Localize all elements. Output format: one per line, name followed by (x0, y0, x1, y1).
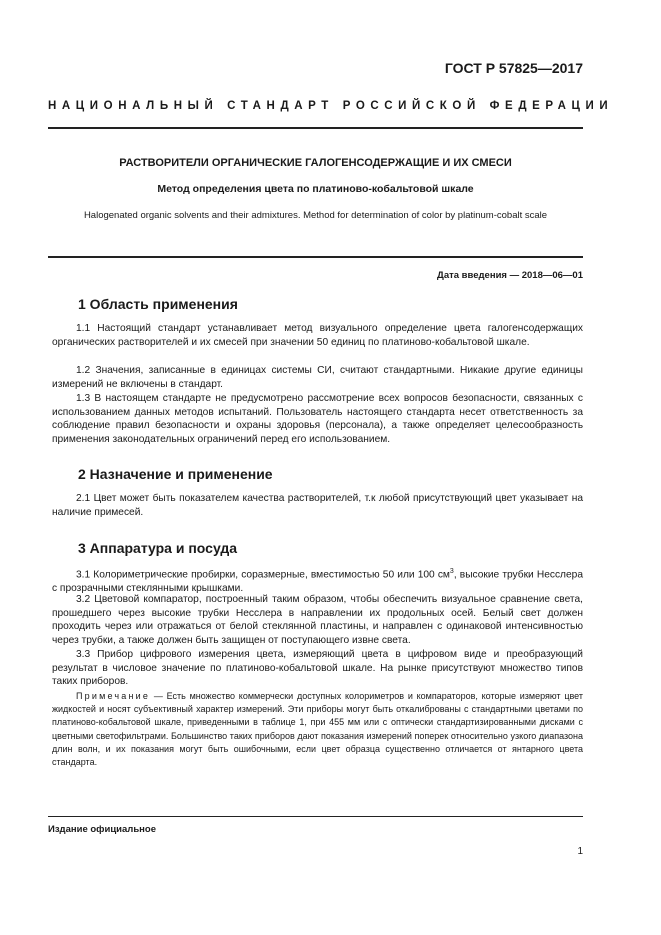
page-number: 1 (577, 846, 583, 857)
gost-number: ГОСТ Р 57825—2017 (444, 60, 583, 76)
section-2-heading: 2 Назначение и применение (78, 466, 273, 482)
paragraph-3-1: 3.1 Колориметрические пробирки, соразмерные, вместимостью 50 или 100 $см^3$, высокие трубки Несслера с прозрачными стеклянными крышками. (52, 568, 583, 594)
document-title: РАСТВОРИТЕЛИ ОРГАНИЧЕСКИЕ ГАЛОГЕНСОДЕРЖАЩИЕ И ИХ СМЕСИ (119, 157, 512, 169)
paragraph-3-3: 3.3 Прибор цифрового измерения цвета, измеряющий цвета в цифровом виде и преобразующий результат в числовое значение по платиново-кобальтовой шкале. На рынке присутствуют множество типов таких приборов. (52, 649, 583, 688)
official-edition: Издание официальное (48, 824, 156, 835)
title-rule (48, 256, 583, 258)
paragraph-1-1: 1.1 Настоящий стандарт устанавливает метод визуального определение цвета галогенсодержащих органических растворителей и их смесей при значении 50 единиц по платиново-кобальтовой шкале. (52, 323, 583, 348)
footer-rule (48, 816, 583, 817)
english-title: Halogenated organic solvents and their admixtures. Method for determination of color by platinum-cobalt scale (83, 210, 548, 221)
date-of-introduction: Дата введения — 2018—06—01 (437, 270, 583, 281)
header-rule (48, 127, 583, 129)
note-label: Примечание (76, 691, 151, 701)
note: Примечание — Есть множество коммерчески доступных колориметров и компараторов, которые измеряют цвет жидкостей и носят субъективный характер измерений. Эти приборы могут быть откалиброваны с стандартными цветами по платиново-кобальтовой шкале, приведенными в таблице 1, при 455 мм или с оптически стандартизированными дисками с цветными светофильтрами. Большинство таких приборов дают показания измерений поперек относительно узкого диапазона длин волн, и их показания могут быть ошибочными, если цвет образца существенно отличается от янтарного цвета стандарта. (52, 691, 583, 768)
paragraph-3-2: 3.2 Цветовой компаратор, построенный таким образом, чтобы обеспечить визуальное сравнение света, прошедшего через высокие трубки Несслера в направлении их продольных осей. Белый свет должен проходить через или отражаться от белой стеклянной пластины, и направлен с одинаковой интенсивностью через трубки, а также должен быть защищен от поступающего извне света. (52, 594, 583, 646)
paragraph-2-1: 2.1 Цвет может быть показателем качества растворителей, т.к любой присутствующий цвет указывает на наличие примесей. (52, 493, 583, 518)
document-subtitle: Метод определения цвета по платиново-кобальтовой шкале (157, 183, 474, 195)
paragraph-1-3: 1.3 В настоящем стандарте не предусмотрено рассмотрение всех вопросов безопасности, связанных с использованием данных методов испытаний. Пользователь настоящего стандарта несет ответственность за соблюдение правил безопасности и охраны здоровья (персонала), а также определяет целесообразность применения законодательных ограничений перед его использованием. (52, 393, 583, 445)
national-standard-banner: НАЦИОНАЛЬНЫЙ СТАНДАРТ РОССИЙСКОЙ ФЕДЕРАЦИИ (48, 100, 614, 112)
paragraph-1-2: 1.2 Значения, записанные в единицах системы СИ, считают стандартными. Никакие другие единицы измерений не включены в стандарт. (52, 365, 583, 390)
section-3-heading: 3 Аппаратура и посуда (78, 540, 238, 556)
section-1-heading: 1 Область применения (78, 296, 238, 312)
